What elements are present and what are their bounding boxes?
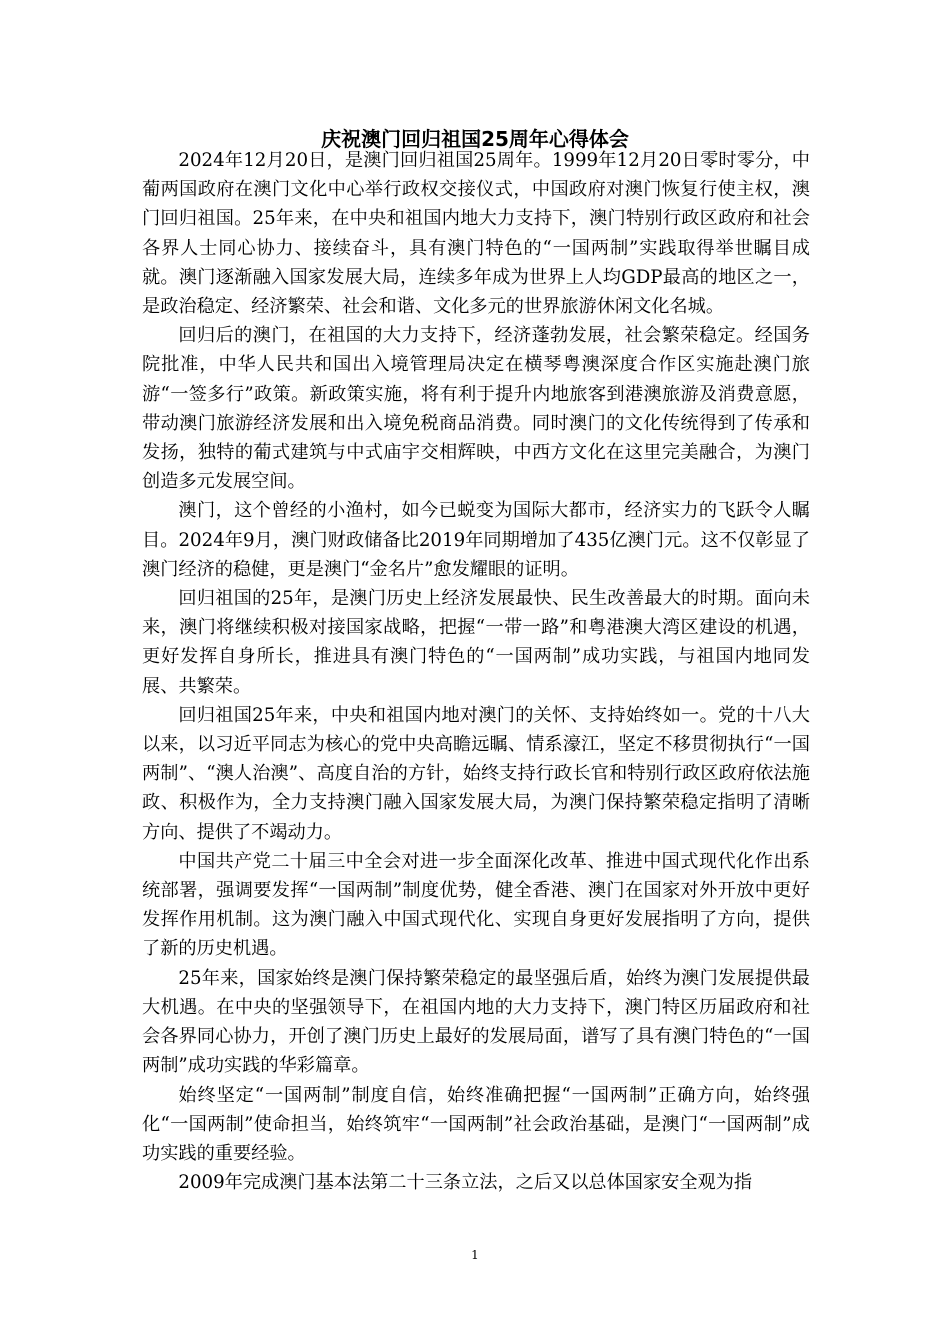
paragraph: 回归祖国25年来，中央和祖国内地对澳门的关怀、支持始终如一。党的十八大以来，以习近平同志为核心的党中央高瞻远瞩、情系濠江，坚定不移贯彻执行“一国两制”、“澳人治澳”、高度自治的方针，始终支持行政长官和特别行政区政府依法施政、积极作为，全力支持澳门融入国家发展大局，为澳门保持繁荣稳定指明了清晰方向、提供了不竭动力。 bbox=[142, 704, 810, 843]
paragraph: 澳门，这个曾经的小渔村，如今已蜕变为国际大都市，经济实力的飞跃令人瞩目。2024年9月，澳门财政储备比2019年同期增加了435亿澳门元。这不仅彰显了澳门经济的稳健，更是澳门“金名片”愈发耀眼的证明。 bbox=[142, 500, 810, 580]
page-number: 1 bbox=[471, 1248, 479, 1262]
paragraph: 始终坚定“一国两制”制度自信，始终准确把握“一国两制”正确方向，始终强化“一国两制”使命担当，始终筑牢“一国两制”社会政治基础，是澳门“一国两制”成功实践的重要经验。 bbox=[142, 1084, 810, 1164]
paragraph: 2009年完成澳门基本法第二十三条立法，之后又以总体国家安全观为指 bbox=[178, 1172, 753, 1194]
paragraph: 回归后的澳门，在祖国的大力支持下，经济蓬勃发展，社会繁荣稳定。经国务院批准，中华人民共和国出入境管理局决定在横琴粤澳深度合作区实施赴澳门旅游“一签多行”政策。新政策实施，将有利于提升内地旅客到港澳旅游及消费意愿，带动澳门旅游经济发展和出入境免税商品消费。同时澳门的文化传统得到了传承和发扬，独特的葡式建筑与中式庙宇交相辉映，中西方文化在这里完美融合，为澳门创造多元发展空间。 bbox=[142, 325, 810, 493]
paragraph: 2024年12月20日，是澳门回归祖国25周年。1999年12月20日零时零分，中葡两国政府在澳门文化中心举行政权交接仪式，中国政府对澳门恢复行使主权，澳门回归祖国。25年来，在中央和祖国内地大力支持下，澳门特别行政区政府和社会各界人士同心协力、接续奋斗，具有澳门特色的“一国两制”实践取得举世瞩目成就。澳门逐渐融入国家发展大局，连续多年成为世界上人均GDP最高的地区之一，是政治稳定、经济繁荣、社会和谐、文化多元的世界旅游休闲文化名城。 bbox=[142, 150, 810, 318]
document-body bbox=[142, 146, 810, 1197]
document-title: 庆祝澳门回归祖国25周年心得体会 bbox=[321, 127, 629, 151]
paragraph: 回归祖国的25年，是澳门历史上经济发展最快、民生改善最大的时期。面向未来，澳门将继续积极对接国家战略，把握“一带一路”和粤港澳大湾区建设的机遇，更好发挥自身所长，推进具有澳门特色的“一国两制”成功实践，与祖国内地同发展、共繁荣。 bbox=[142, 588, 810, 697]
paragraph: 25年来，国家始终是澳门保持繁荣稳定的最坚强后盾，始终为澳门发展提供最大机遇。在中央的坚强领导下，在祖国内地的大力支持下，澳门特区历届政府和社会各界同心协力，开创了澳门历史上最好的发展局面，谱写了具有澳门特色的“一国两制”成功实践的华彩篇章。 bbox=[142, 967, 810, 1077]
paragraph: 中国共产党二十届三中全会对进一步全面深化改革、推进中国式现代化作出系统部署，强调要发挥“一国两制”制度优势，健全香港、澳门在国家对外开放中更好发挥作用机制。这为澳门融入中国式现代化、实现自身更好发展指明了方向，提供了新的历史机遇。 bbox=[142, 850, 810, 960]
